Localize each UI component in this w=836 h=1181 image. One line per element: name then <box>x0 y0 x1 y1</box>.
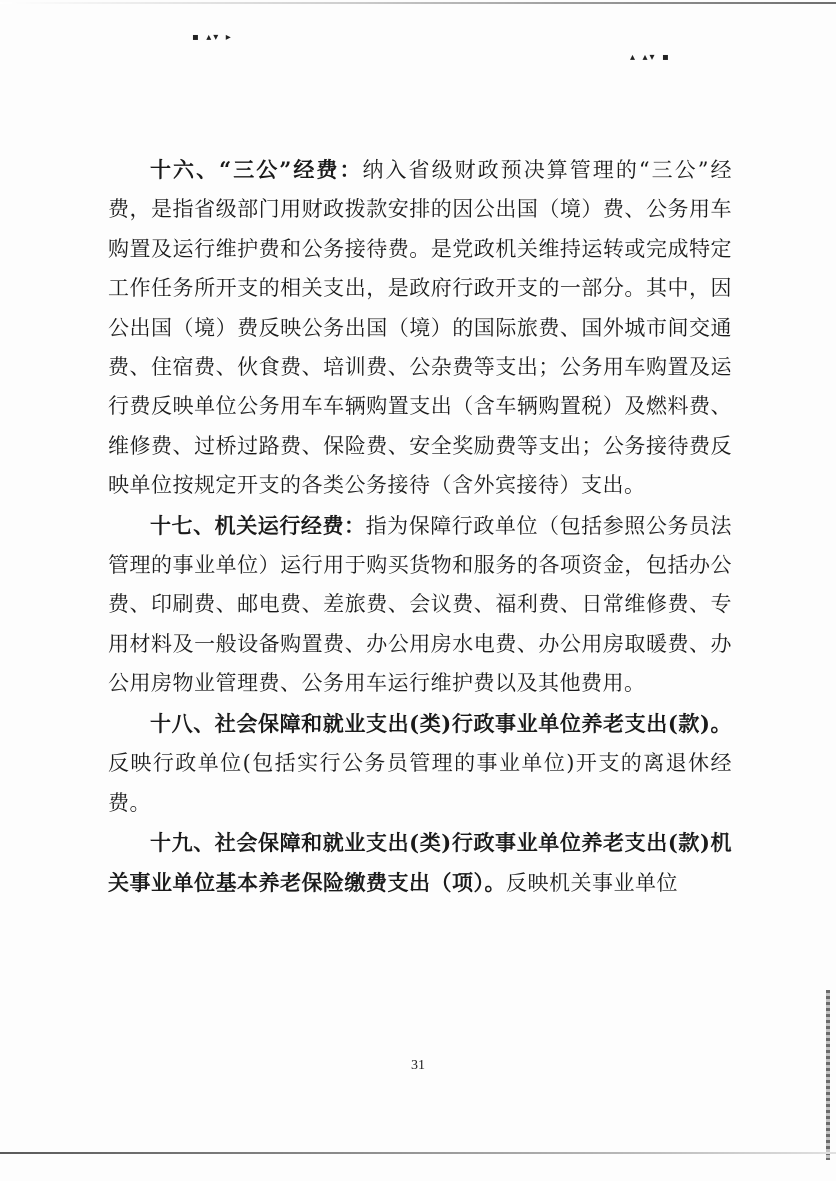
paragraph-17 <box>108 506 732 704</box>
scan-right-edge <box>826 990 830 1160</box>
paragraph-18-heading: 十八、社会保障和就业支出(类)行政事业单位养老支出(款)。 <box>150 710 732 736</box>
paragraph-17-heading: 十七、机关运行经费： <box>150 512 366 538</box>
paragraph-19-body: 反映机关事业单位 <box>506 871 678 896</box>
paragraph-16-heading: 十六、“三公”经费： <box>150 157 363 182</box>
scan-bottom-edge <box>0 1152 836 1154</box>
paragraph-19 <box>108 823 732 904</box>
paragraph-18-body: 反映行政单位(包括实行公务员管理的事业单位)开支的离退休经费。 <box>108 751 732 815</box>
paragraph-17-body: 指为保障行政单位（包括参照公务员法管理的事业单位）运行用于购买货物和服务的各项资金，包括办公费、印刷费、邮电费、差旅费、会议费、福利费、日常维修费、专用材料及一般设备购置费、办公用房水电费、办公用房取暖费、办公用房物业管理费、公务用车运行维护费以及其他费用。 <box>108 513 732 696</box>
paragraph-19-heading: 十九、社会保障和就业支出(类)行政事业单位养老支出(款)机关事业单位基本养老保险缴费支出（项）。 <box>108 829 732 896</box>
scan-top-edge <box>0 2 836 4</box>
paragraph-16 <box>108 150 732 506</box>
scan-speck-mark: ▪ ▴▾ ▸ <box>192 32 233 43</box>
scan-speck-mark: ▴ ▴▾ ▪ <box>630 52 671 63</box>
paragraph-18 <box>108 704 732 823</box>
page-number: 31 <box>411 1058 425 1073</box>
body-text <box>108 150 732 904</box>
paragraph-16-body: 纳入省级财政预决算管理的“三公”经费，是指省级部门用财政拨款安排的因公出国（境）费、公务用车购置及运行维护费和公务接待费。是党政机关维持运转或完成特定工作任务所开支的相关支出，是政府行政开支的一部分。其中，因公出国（境）费反映公务出国（境）的国际旅费、国外城市间交通费、住宿费、伙食费、培训费、公杂费等支出；公务用车购置及运行费反映单位公务用车车辆购置支出（含车辆购置税）及燃料费、维修费、过桥过路费、保险费、安全奖励费等支出；公务接待费反映单位按规定开支的各类公务接待（含外宾接待）支出。 <box>108 158 732 498</box>
